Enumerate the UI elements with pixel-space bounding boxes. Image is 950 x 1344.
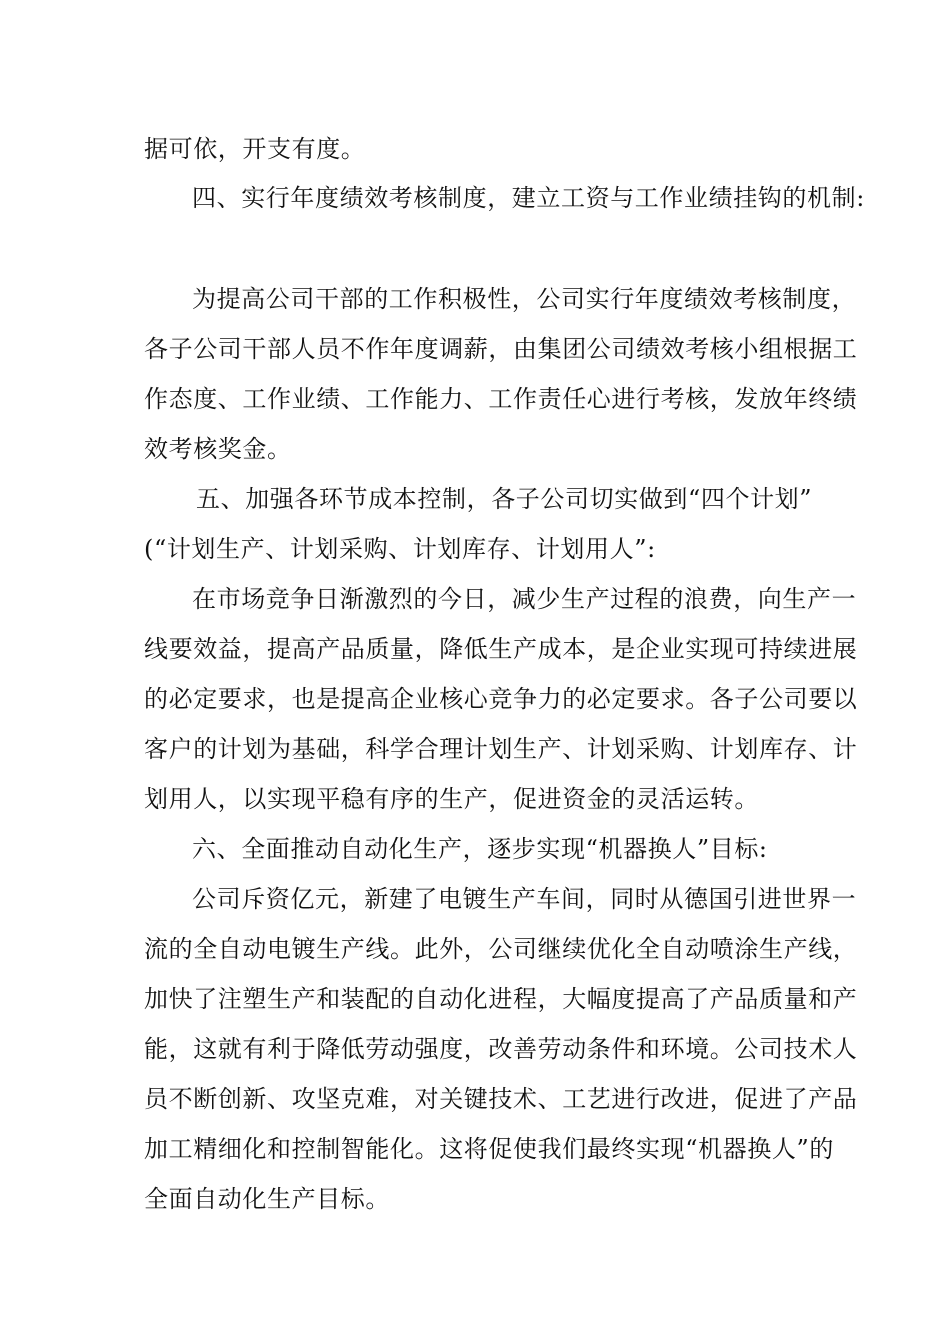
text-line-9: 在市场竞争日渐激烈的今日，减少生产过程的浪费，向生产一 [192,585,857,613]
text-line-12: 客户的计划为基础，科学合理计划生产、计划采购、计划库存、计 [144,735,858,763]
section-heading-5: 五、加强各环节成本控制，各子公司切实做到“四个计划” [196,485,813,513]
text-line-17: 加快了注塑生产和装配的自动化进程，大幅度提高了产品质量和产 [144,985,858,1013]
text-line-1: 据可依，开支有度。 [144,135,366,163]
text-line-5: 作态度、工作业绩、工作能力、工作责任心进行考核，发放年终绩 [144,385,858,413]
text-line-8: (“计划生产、计划采购、计划库存、计划用人”: [144,535,656,563]
text-line-15: 公司斥资亿元，新建了电镀生产车间，同时从德国引进世界一 [192,885,857,913]
text-line-21: 全面自动化生产目标。 [144,1185,390,1213]
text-line-3: 为提高公司干部的工作积极性，公司实行年度绩效考核制度， [192,285,857,313]
text-line-6: 效考核奖金。 [144,435,292,463]
section-heading-4: 四、实行年度绩效考核制度，建立工资与工作业绩挂钩的机制: [192,184,865,212]
text-line-18: 能，这就有利于降低劳动强度，改善劳动条件和环境。公司技术人 [144,1035,858,1063]
text-line-13: 划用人，以实现平稳有序的生产，促进资金的灵活运转。 [144,785,759,813]
text-line-11: 的必定要求，也是提高企业核心竞争力的必定要求。各子公司要以 [144,685,858,713]
text-line-4: 各子公司干部人员不作年度调薪，由集团公司绩效考核小组根据工 [144,335,858,363]
text-line-20: 加工精细化和控制智能化。这将促使我们最终实现“机器换人”的 [144,1135,834,1163]
text-line-16: 流的全自动电镀生产线。此外，公司继续优化全自动喷涂生产线， [144,935,858,963]
text-line-10: 线要效益，提高产品质量，降低生产成本，是企业实现可持续进展 [144,635,858,663]
text-line-19: 员不断创新、攻坚克难，对关键技术、工艺进行改进，促进了产品 [144,1085,858,1113]
section-heading-6: 六、全面推动自动化生产，逐步实现“机器换人”目标: [192,835,768,863]
